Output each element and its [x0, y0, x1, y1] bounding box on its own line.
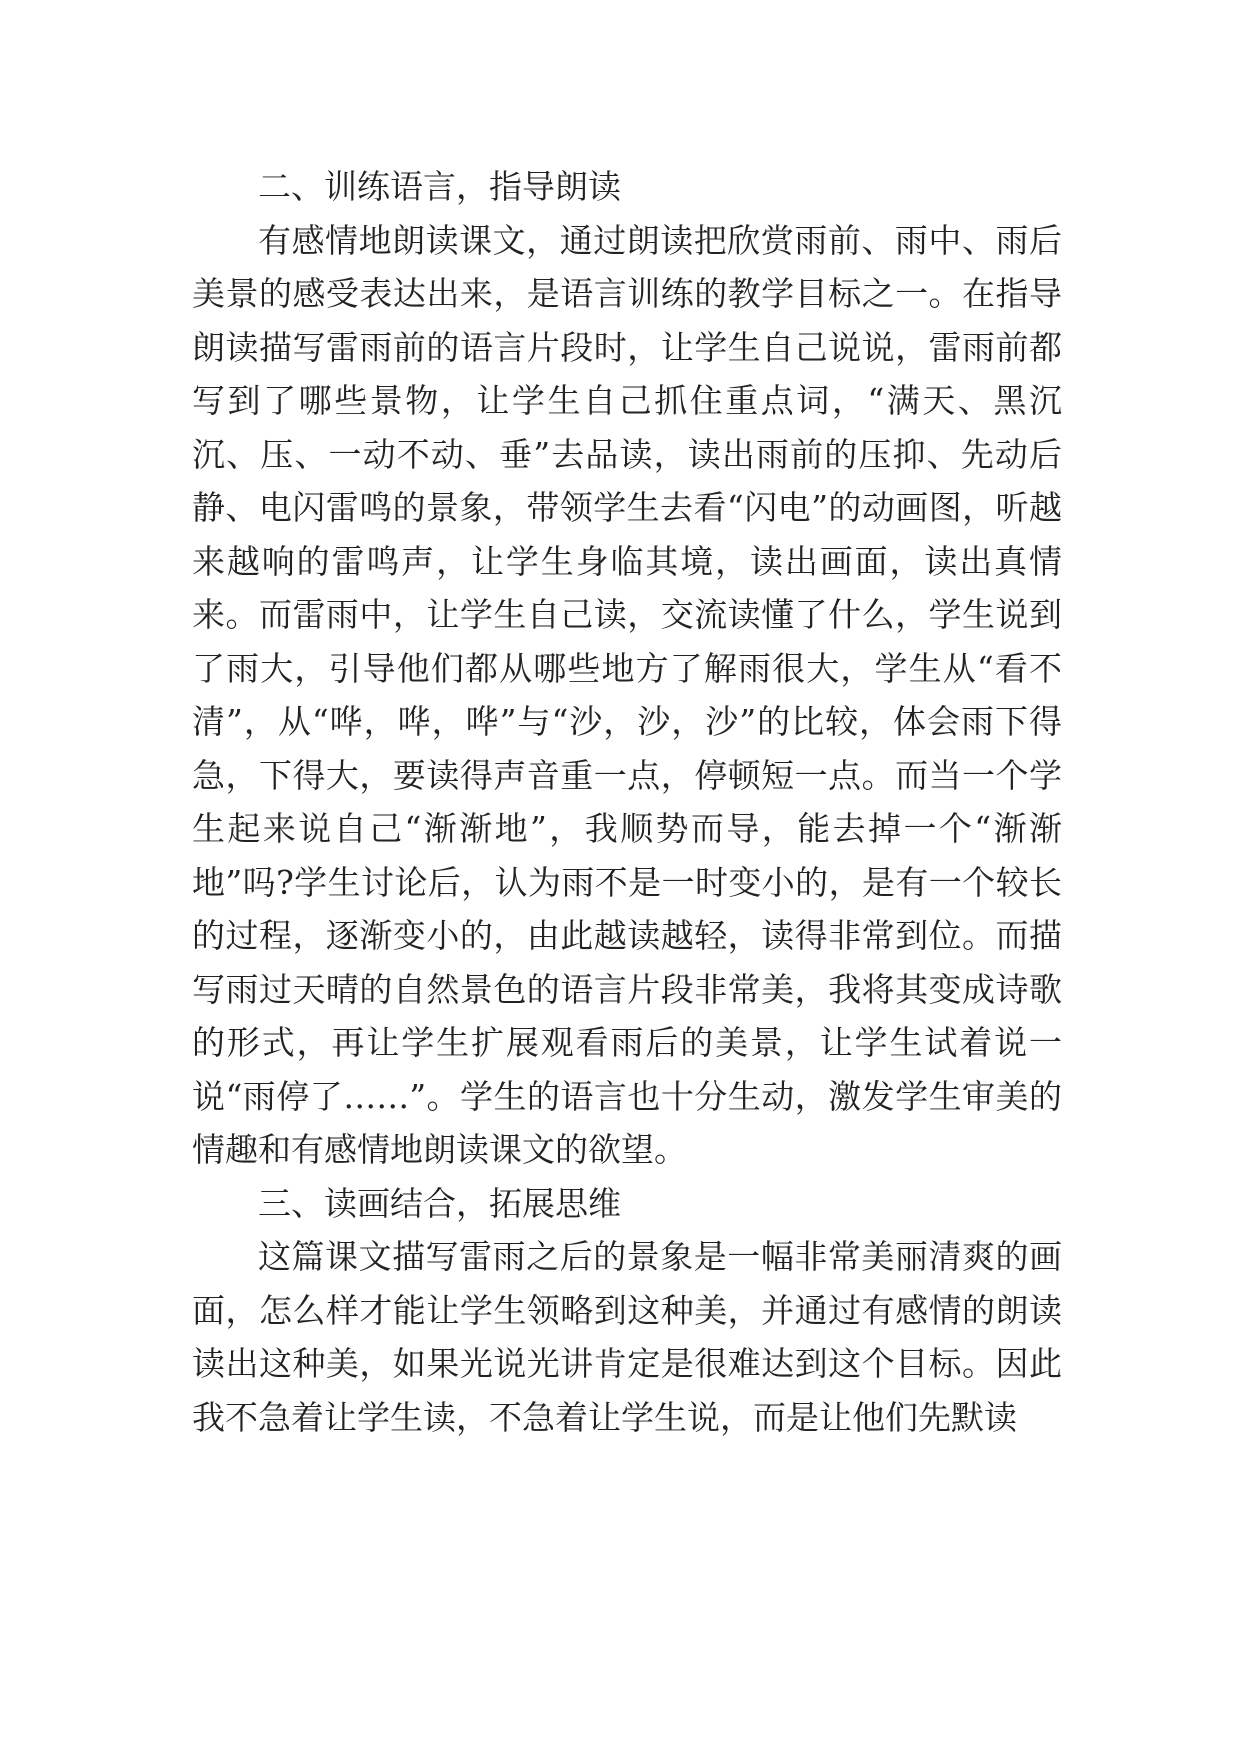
section-two-paragraph: 有感情地朗读课文，通过朗读把欣赏雨前、雨中、雨后美景的感受表达出来，是语言训练的教学目标之一。在指导朗读描写雷雨前的语言片段时，让学生自己说说，雷雨前都写到了哪些景物，让学生自己抓住重点词，“满天、黑沉沉、压、一动不动、垂”去品读，读出雨前的压抑、先动后静、电闪雷鸣的景象，带领学生去看“闪电”的动画图，听越来越响的雷鸣声，让学生身临其境，读出画面，读出真情来。而雷雨中，让学生自己读，交流读懂了什么，学生说到了雨大，引导他们都从哪些地方了解雨很大，学生从“看不清”，从“哗，哗，哗”与“沙，沙，沙”的比较，体会雨下得急，下得大，要读得声音重一点，停顿短一点。而当一个学生起来说自己“渐渐地”，我顺势而导，能去掉一个“渐渐地”吗?学生讨论后，认为雨不是一时变小的，是有一个较长的过程，逐渐变小的，由此越读越轻，读得非常到位。而描写雨过天晴的自然景色的语言片段非常美，我将其变成诗歌的形式，再让学生扩展观看雨后的美景，让学生试着说一说“雨停了……”。学生的语言也十分生动，激发学生审美的情趣和有感情地朗读课文的欲望。 — [192, 220, 1062, 1169]
document-body — [192, 160, 1062, 1444]
section-three-paragraph: 这篇课文描写雷雨之后的景象是一幅非常美丽清爽的画面，怎么样才能让学生领略到这种美，并通过有感情的朗读读出这种美，如果光说光讲肯定是很难达到这个目标。因此我不急着让学生读，不急着让学生说，而是让他们先默读 — [192, 1237, 1062, 1437]
section-three-heading: 三、读画结合，拓展思维 — [258, 1183, 621, 1223]
section-two-heading: 二、训练语言，指导朗读 — [258, 167, 621, 206]
